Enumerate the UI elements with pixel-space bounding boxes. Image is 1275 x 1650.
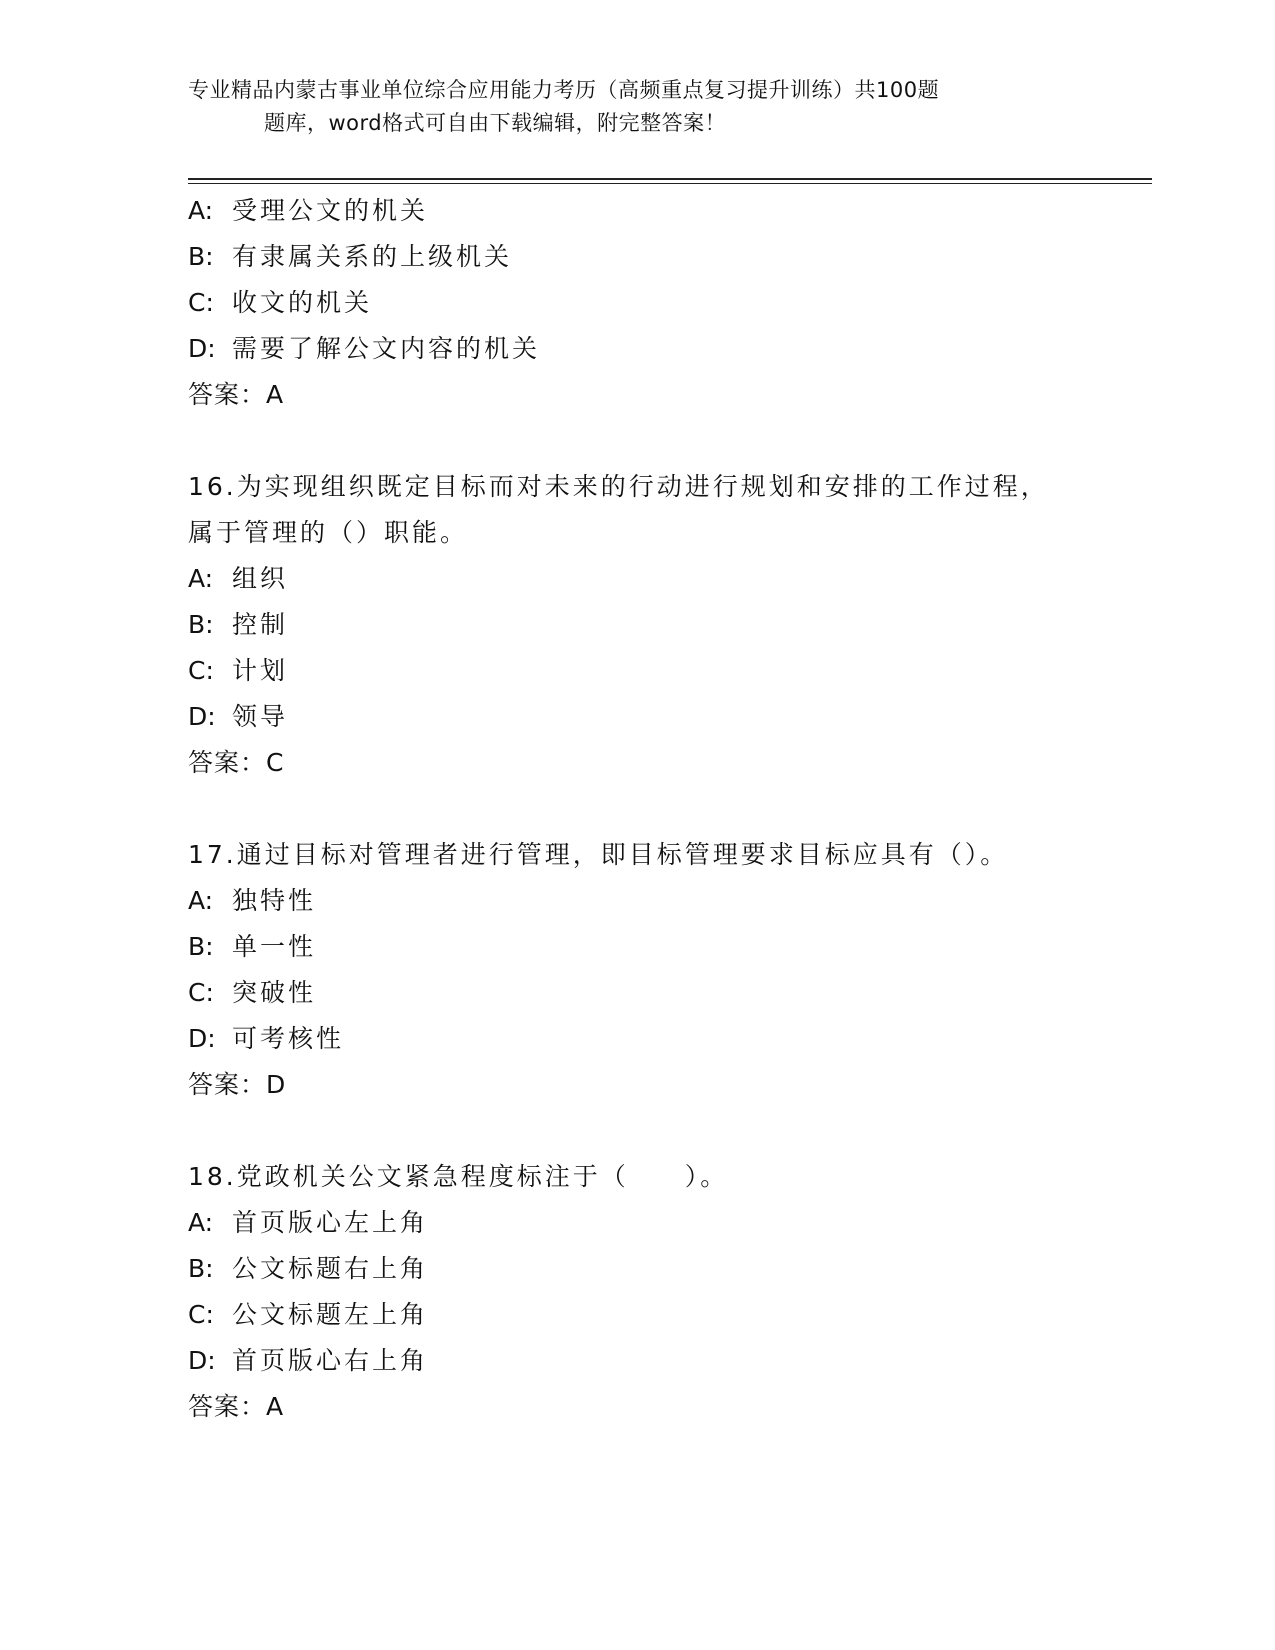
answer-line: 答案：D	[188, 1070, 287, 1099]
option-text: 需要了解公文内容的机关	[232, 334, 541, 363]
option-letter: C:	[188, 1300, 214, 1329]
answer-line: 答案：A	[188, 380, 285, 409]
option-text: 受理公文的机关	[232, 196, 429, 225]
option-letter: C:	[188, 656, 214, 685]
option-letter: A:	[188, 196, 214, 225]
option-letter: A:	[188, 564, 214, 593]
header-rule-thick	[188, 178, 1152, 180]
header-rule-thin	[188, 183, 1152, 184]
option-text: 独特性	[232, 886, 317, 915]
option-a	[188, 556, 1088, 602]
question-list	[188, 188, 1088, 1430]
option-d	[188, 326, 1088, 372]
option-letter: A:	[188, 1208, 214, 1237]
question-stem-line-1: 16.为实现组织既定目标而对未来的行动进行规划和安排的工作过程，	[188, 472, 1049, 501]
question-stem-line-1: 18.党政机关公文紧急程度标注于（ ）。	[188, 1162, 729, 1191]
spacer	[188, 1108, 1088, 1154]
option-text: 突破性	[232, 978, 317, 1007]
question-16	[188, 464, 1088, 786]
option-a	[188, 878, 1088, 924]
option-d	[188, 694, 1088, 740]
header-line-1: 专业精品内蒙古事业单位综合应用能力考历（高频重点复习提升训练）共100题	[188, 78, 940, 102]
option-a	[188, 1200, 1088, 1246]
option-c	[188, 280, 1088, 326]
question-18	[188, 1154, 1088, 1430]
option-letter: C:	[188, 978, 214, 1007]
header-line-2: 题库，word格式可自由下载编辑，附完整答案！	[264, 111, 727, 135]
option-text: 控制	[232, 610, 289, 639]
option-text: 计划	[232, 656, 289, 685]
question-17	[188, 832, 1088, 1108]
option-letter: A:	[188, 886, 214, 915]
option-text: 可考核性	[232, 1024, 345, 1053]
option-text: 组织	[232, 564, 289, 593]
option-text: 首页版心左上角	[232, 1208, 429, 1237]
option-d	[188, 1016, 1088, 1062]
option-text: 公文标题左上角	[232, 1300, 429, 1329]
option-text: 收文的机关	[232, 288, 373, 317]
document-header	[188, 74, 1088, 140]
option-text: 公文标题右上角	[232, 1254, 429, 1283]
option-letter: B:	[188, 242, 214, 271]
option-b	[188, 1246, 1088, 1292]
option-letter: D:	[188, 1346, 216, 1375]
option-d	[188, 1338, 1088, 1384]
option-letter: B:	[188, 1254, 214, 1283]
option-letter: B:	[188, 932, 214, 961]
option-letter: D:	[188, 1024, 216, 1053]
option-letter: C:	[188, 288, 214, 317]
answer-line: 答案：A	[188, 1392, 285, 1421]
option-letter: D:	[188, 334, 216, 363]
option-c	[188, 648, 1088, 694]
spacer	[188, 418, 1088, 464]
option-c	[188, 970, 1088, 1016]
option-text: 领导	[232, 702, 289, 731]
option-c	[188, 1292, 1088, 1338]
question-15-tail	[188, 188, 1088, 418]
answer-line: 答案：C	[188, 748, 285, 777]
option-b	[188, 602, 1088, 648]
option-b	[188, 924, 1088, 970]
option-letter: D:	[188, 702, 216, 731]
option-a	[188, 188, 1088, 234]
option-text: 单一性	[232, 932, 317, 961]
option-b	[188, 234, 1088, 280]
question-stem-line-1: 17.通过目标对管理者进行管理，即目标管理要求目标应具有（）。	[188, 840, 1009, 869]
option-text: 有隶属关系的上级机关	[232, 242, 513, 271]
question-stem-line-2: 属于管理的（）职能。	[188, 518, 469, 547]
option-text: 首页版心右上角	[232, 1346, 429, 1375]
spacer	[188, 786, 1088, 832]
option-letter: B:	[188, 610, 214, 639]
